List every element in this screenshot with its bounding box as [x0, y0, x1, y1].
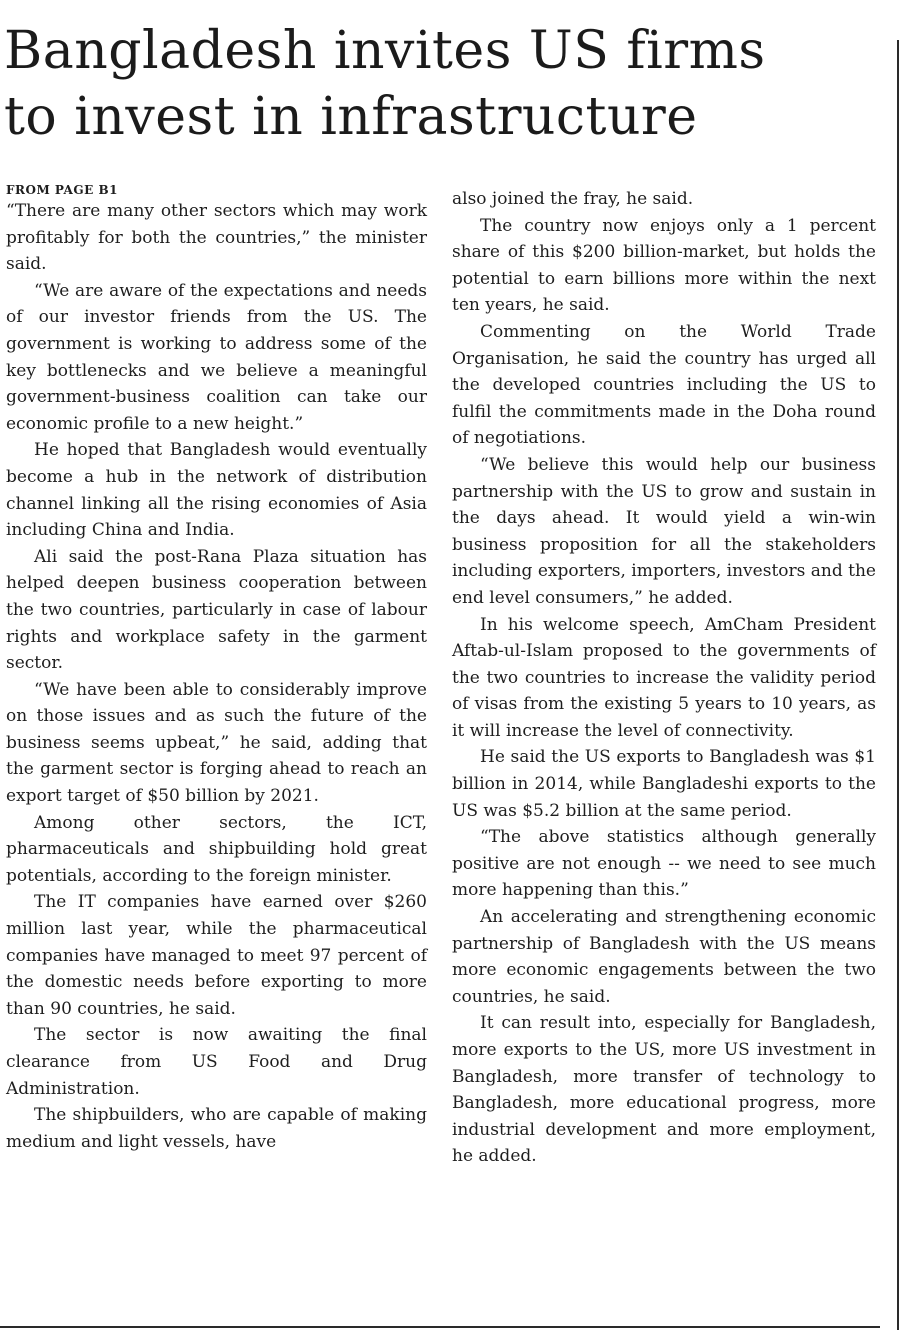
headline-line-1: Bangladesh invites US firms — [4, 21, 766, 81]
article-headline — [4, 18, 884, 150]
right-column — [452, 186, 876, 1170]
column-rule-right — [897, 40, 899, 1330]
paragraph: Commenting on the World Trade Organisation, he said the country has urged all the developed countries including the US to fulfil the commitments made in the Doha round of negotiations. — [452, 321, 876, 449]
paragraph: He hoped that Bangladesh would eventually become a hub in the network of distribution channel linking all the rising economies of Asia including China and India. — [6, 440, 427, 541]
paragraph: It can result into, especially for Bangladesh, more exports to the US, more US investment in Bangladesh, more transfer of technology to Bangladesh, more educational progress, more industrial development and more employment, he added. — [452, 1013, 876, 1167]
paragraph: He said the US exports to Bangladesh was $1 billion in 2014, while Bangladeshi exports to the US was $5.2 billion at the same period. — [452, 747, 876, 821]
paragraph: The shipbuilders, who are capable of making medium and light vessels, have — [6, 1105, 427, 1152]
paragraph: In his welcome speech, AmCham President Aftab-ul-Islam proposed to the governments of the two countries to increase the validity period of visas from the existing 5 years to 10 years, as it will increase the level of connectivity. — [452, 614, 876, 741]
dateline: FROM PAGE B1 — [6, 183, 118, 197]
column-rule-bottom — [0, 1326, 880, 1328]
paragraph: “The above statistics although generally positive are not enough -- we need to see much more happening than this.” — [452, 827, 876, 901]
paragraph: Among other sectors, the ICT, pharmaceuticals and shipbuilding hold great potentials, according to the foreign minister. — [6, 812, 427, 886]
paragraph: The country now enjoys only a 1 percent share of this $200 billion-market, but holds the potential to earn billions more within the next ten years, he said. — [452, 215, 876, 316]
paragraph: The sector is now awaiting the final clearance from US Food and Drug Administration. — [6, 1025, 427, 1099]
headline-line-2: to invest in infrastructure — [4, 87, 698, 147]
paragraph: The IT companies have earned over $260 million last year, while the pharmaceutical companies have managed to meet 97 percent of the domestic needs before exporting to more than 90 countries, he said. — [6, 892, 427, 1019]
paragraph: “We have been able to considerably improve on those issues and as such the future of the business seems upbeat,” he said, adding that the garment sector is forging ahead to reach an export target of $50 billion by 2021. — [6, 679, 427, 807]
paragraph: “We believe this would help our business partnership with the US to grow and sustain in the days ahead. It would yield a win-win business proposition for all the stakeholders including exporters, importers, investors and the end level consumers,” he added. — [452, 454, 876, 608]
paragraph: “We are aware of the expectations and needs of our investor friends from the US. The government is working to address some of the key bottlenecks and we believe a meaningful government-business coalition can take our economic profile to a new height.” — [6, 280, 427, 434]
paragraph: Ali said the post-Rana Plaza situation has helped deepen business cooperation between the two countries, particularly in case of labour rights and workplace safety in the garment sector. — [6, 546, 427, 674]
paragraph: “There are many other sectors which may work profitably for both the countries,” the minister said. — [6, 201, 427, 275]
paragraph: also joined the fray, he said. — [452, 189, 694, 209]
paragraph: An accelerating and strengthening economic partnership of Bangladesh with the US means more economic engagements between the two countries, he said. — [452, 907, 876, 1007]
left-column — [6, 182, 427, 1155]
